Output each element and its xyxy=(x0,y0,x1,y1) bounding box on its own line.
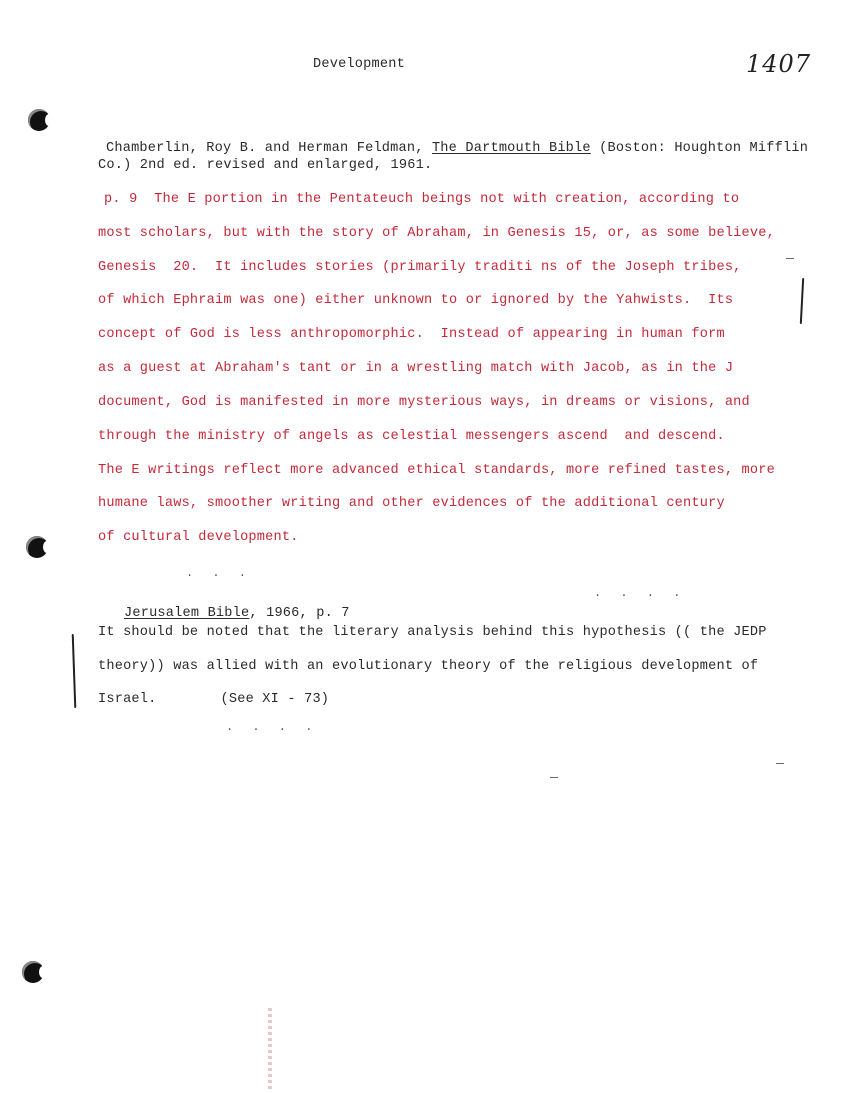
quote-line: p. 9 The E portion in the Pentateuch beings not with creation, according to xyxy=(104,192,740,207)
handwritten-page-number: 1407 xyxy=(746,50,812,78)
quote-line: through the ministry of angels as celestial messengers ascend and descend. xyxy=(98,429,725,444)
citation-book-title: Jerusalem Bible xyxy=(124,606,250,621)
stray-mark xyxy=(786,258,794,259)
quote-line: document, God is manifested in more mysterious ways, in dreams or visions, and xyxy=(98,395,750,410)
margin-mark xyxy=(800,278,804,324)
citation-line xyxy=(106,141,808,157)
citation-line: Co.) 2nd ed. revised and enlarged, 1961. xyxy=(98,158,433,173)
stray-dots: . . . . xyxy=(594,586,687,600)
citation-publisher: (Boston: Houghton Mifflin xyxy=(590,141,809,156)
stray-dots: . . . xyxy=(186,566,253,580)
stray-mark xyxy=(550,777,558,778)
quote-line: most scholars, but with the story of Abraham, in Genesis 15, or, as some believe, xyxy=(98,226,775,241)
quote-line: as a guest at Abraham's tant or in a wrestling match with Jacob, as in the J xyxy=(98,361,734,376)
quote-line xyxy=(98,692,329,708)
citation-book-title: The Dartmouth Bible xyxy=(431,141,591,156)
punch-hole-top xyxy=(28,109,50,131)
quote-end: Israel. xyxy=(98,692,157,707)
quote-line: of cultural development. xyxy=(98,530,299,545)
quote-line: of which Ephraim was one) either unknown to or ignored by the Yahwists. Its xyxy=(98,293,734,308)
citation-authors: Chamberlin, Roy B. and Herman Feldman, xyxy=(106,141,432,156)
citation-details: , 1966, p. 7 xyxy=(249,606,350,621)
cross-reference: (See XI - 73) xyxy=(220,692,330,707)
page-heading: Development xyxy=(313,57,405,72)
quote-line: theory)) was allied with an evolutionary theory of the religious development of xyxy=(98,659,759,674)
stray-dots: . . . . xyxy=(226,720,319,734)
citation-line xyxy=(124,606,350,622)
punch-hole-middle xyxy=(26,536,48,558)
punch-hole-bottom xyxy=(22,961,44,983)
stray-mark xyxy=(776,763,784,764)
quote-line: It should be noted that the literary analysis behind this hypothesis (( the JEDP xyxy=(98,625,767,640)
quote-line: The E writings reflect more advanced ethical standards, more refined tastes, more xyxy=(98,463,775,478)
paper-fold-mark xyxy=(268,1008,272,1090)
quote-line: Genesis 20. It includes stories (primarily traditi ns of the Joseph tribes, xyxy=(98,260,742,275)
margin-mark xyxy=(72,634,77,708)
quote-line: concept of God is less anthropomorphic. Instead of appearing in human form xyxy=(98,327,725,342)
quote-line: humane laws, smoother writing and other evidences of the additional century xyxy=(98,496,725,511)
